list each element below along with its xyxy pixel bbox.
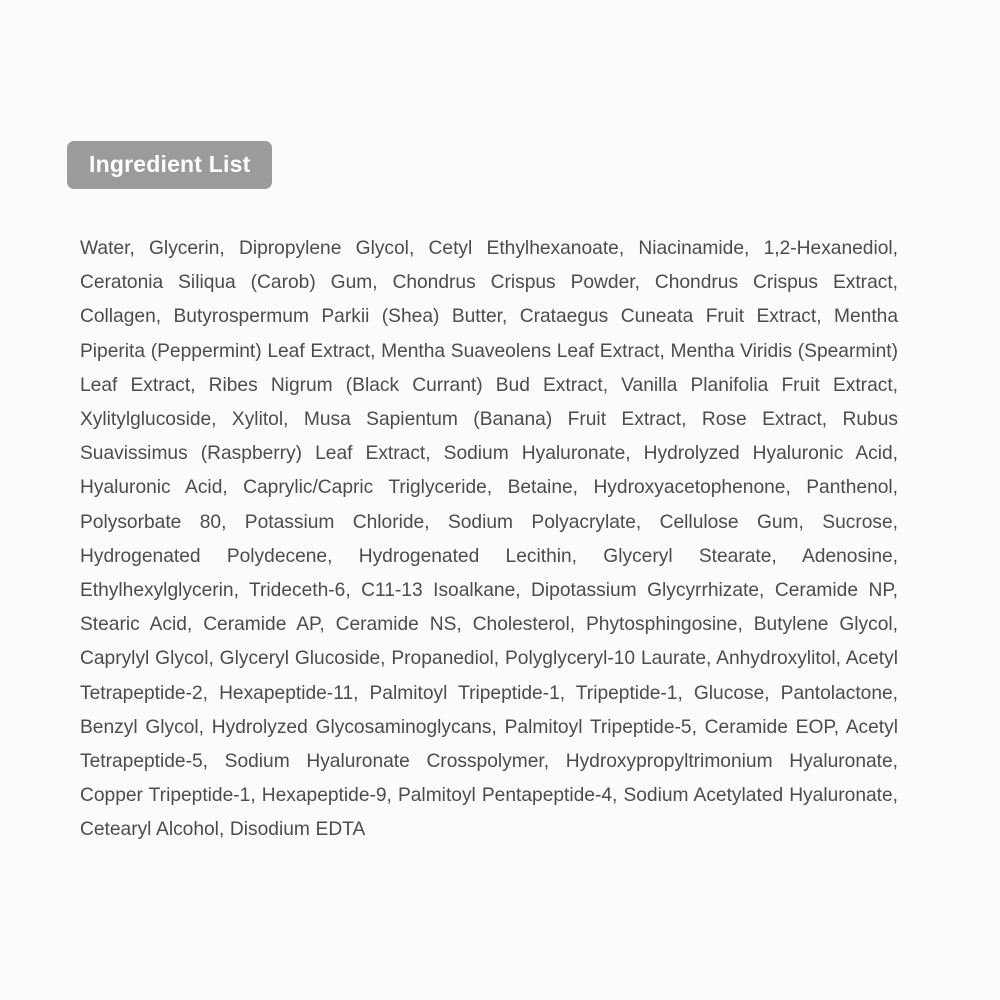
- ingredient-list-badge: Ingredient List: [67, 141, 272, 189]
- ingredient-list-text: Water, Glycerin, Dipropylene Glycol, Cetyl Ethylhexanoate, Niacinamide, 1,2-Hexanediol, Ceratonia Siliqua (Carob) Gum, Chondrus Crispus Powder, Chondrus Crispus Extract, Collagen, Butyrospermum Parkii (Shea) Butter, Crataegus Cuneata Fruit Extract, Mentha Piperita (Peppermint) Leaf Extract, Mentha Suaveolens Leaf Extract, Mentha Viridis (Spearmint) Leaf Extract, Ribes Nigrum (Black Currant) Bud Extract, Vanilla Planifolia Fruit Extract, Xylitylglucoside, Xylitol, Musa Sapientum (Banana) Fruit Extract, Rose Extract, Rubus Suavissimus (Raspberry) Leaf Extract, Sodium Hyaluronate, Hydrolyzed Hyaluronic Acid, Hyaluronic Acid, Caprylic/Capric Triglyceride, Betaine, Hydroxyacetophenone, Panthenol, Polysorbate 80, Potassium Chloride, Sodium Polyacrylate, Cellulose Gum, Sucrose, Hydrogenated Polydecene, Hydrogenated Lecithin, Glyceryl Stearate, Adenosine, Ethylhexylglycerin, Trideceth-6, C11-13 Isoalkane, Dipotassium Glycyrrhizate, Ceramide NP, Stearic Acid, Ceramide AP, Ceramide NS, Cholesterol, Phytosphingosine, Butylene Glycol, Caprylyl Glycol, Glyceryl Glucoside, Propanediol, Polyglyceryl-10 Laurate, Anhydroxylitol, Acetyl Tetrapeptide-2, Hexapeptide-11, Palmitoyl Tripeptide-1, Tripeptide-1, Glucose, Pantolactone, Benzyl Glycol, Hydrolyzed Glycosaminoglycans, Palmitoyl Tripeptide-5, Ceramide EOP, Acetyl Tetrapeptide-5, Sodium Hyaluronate Crosspolymer, Hydroxypropyltrimonium Hyaluronate, Copper Tripeptide-1, Hexapeptide-9, Palmitoyl Pentapeptide-4, Sodium Acetylated Hyaluronate, Cetearyl Alcohol, Disodium EDTA: [80, 238, 898, 841]
